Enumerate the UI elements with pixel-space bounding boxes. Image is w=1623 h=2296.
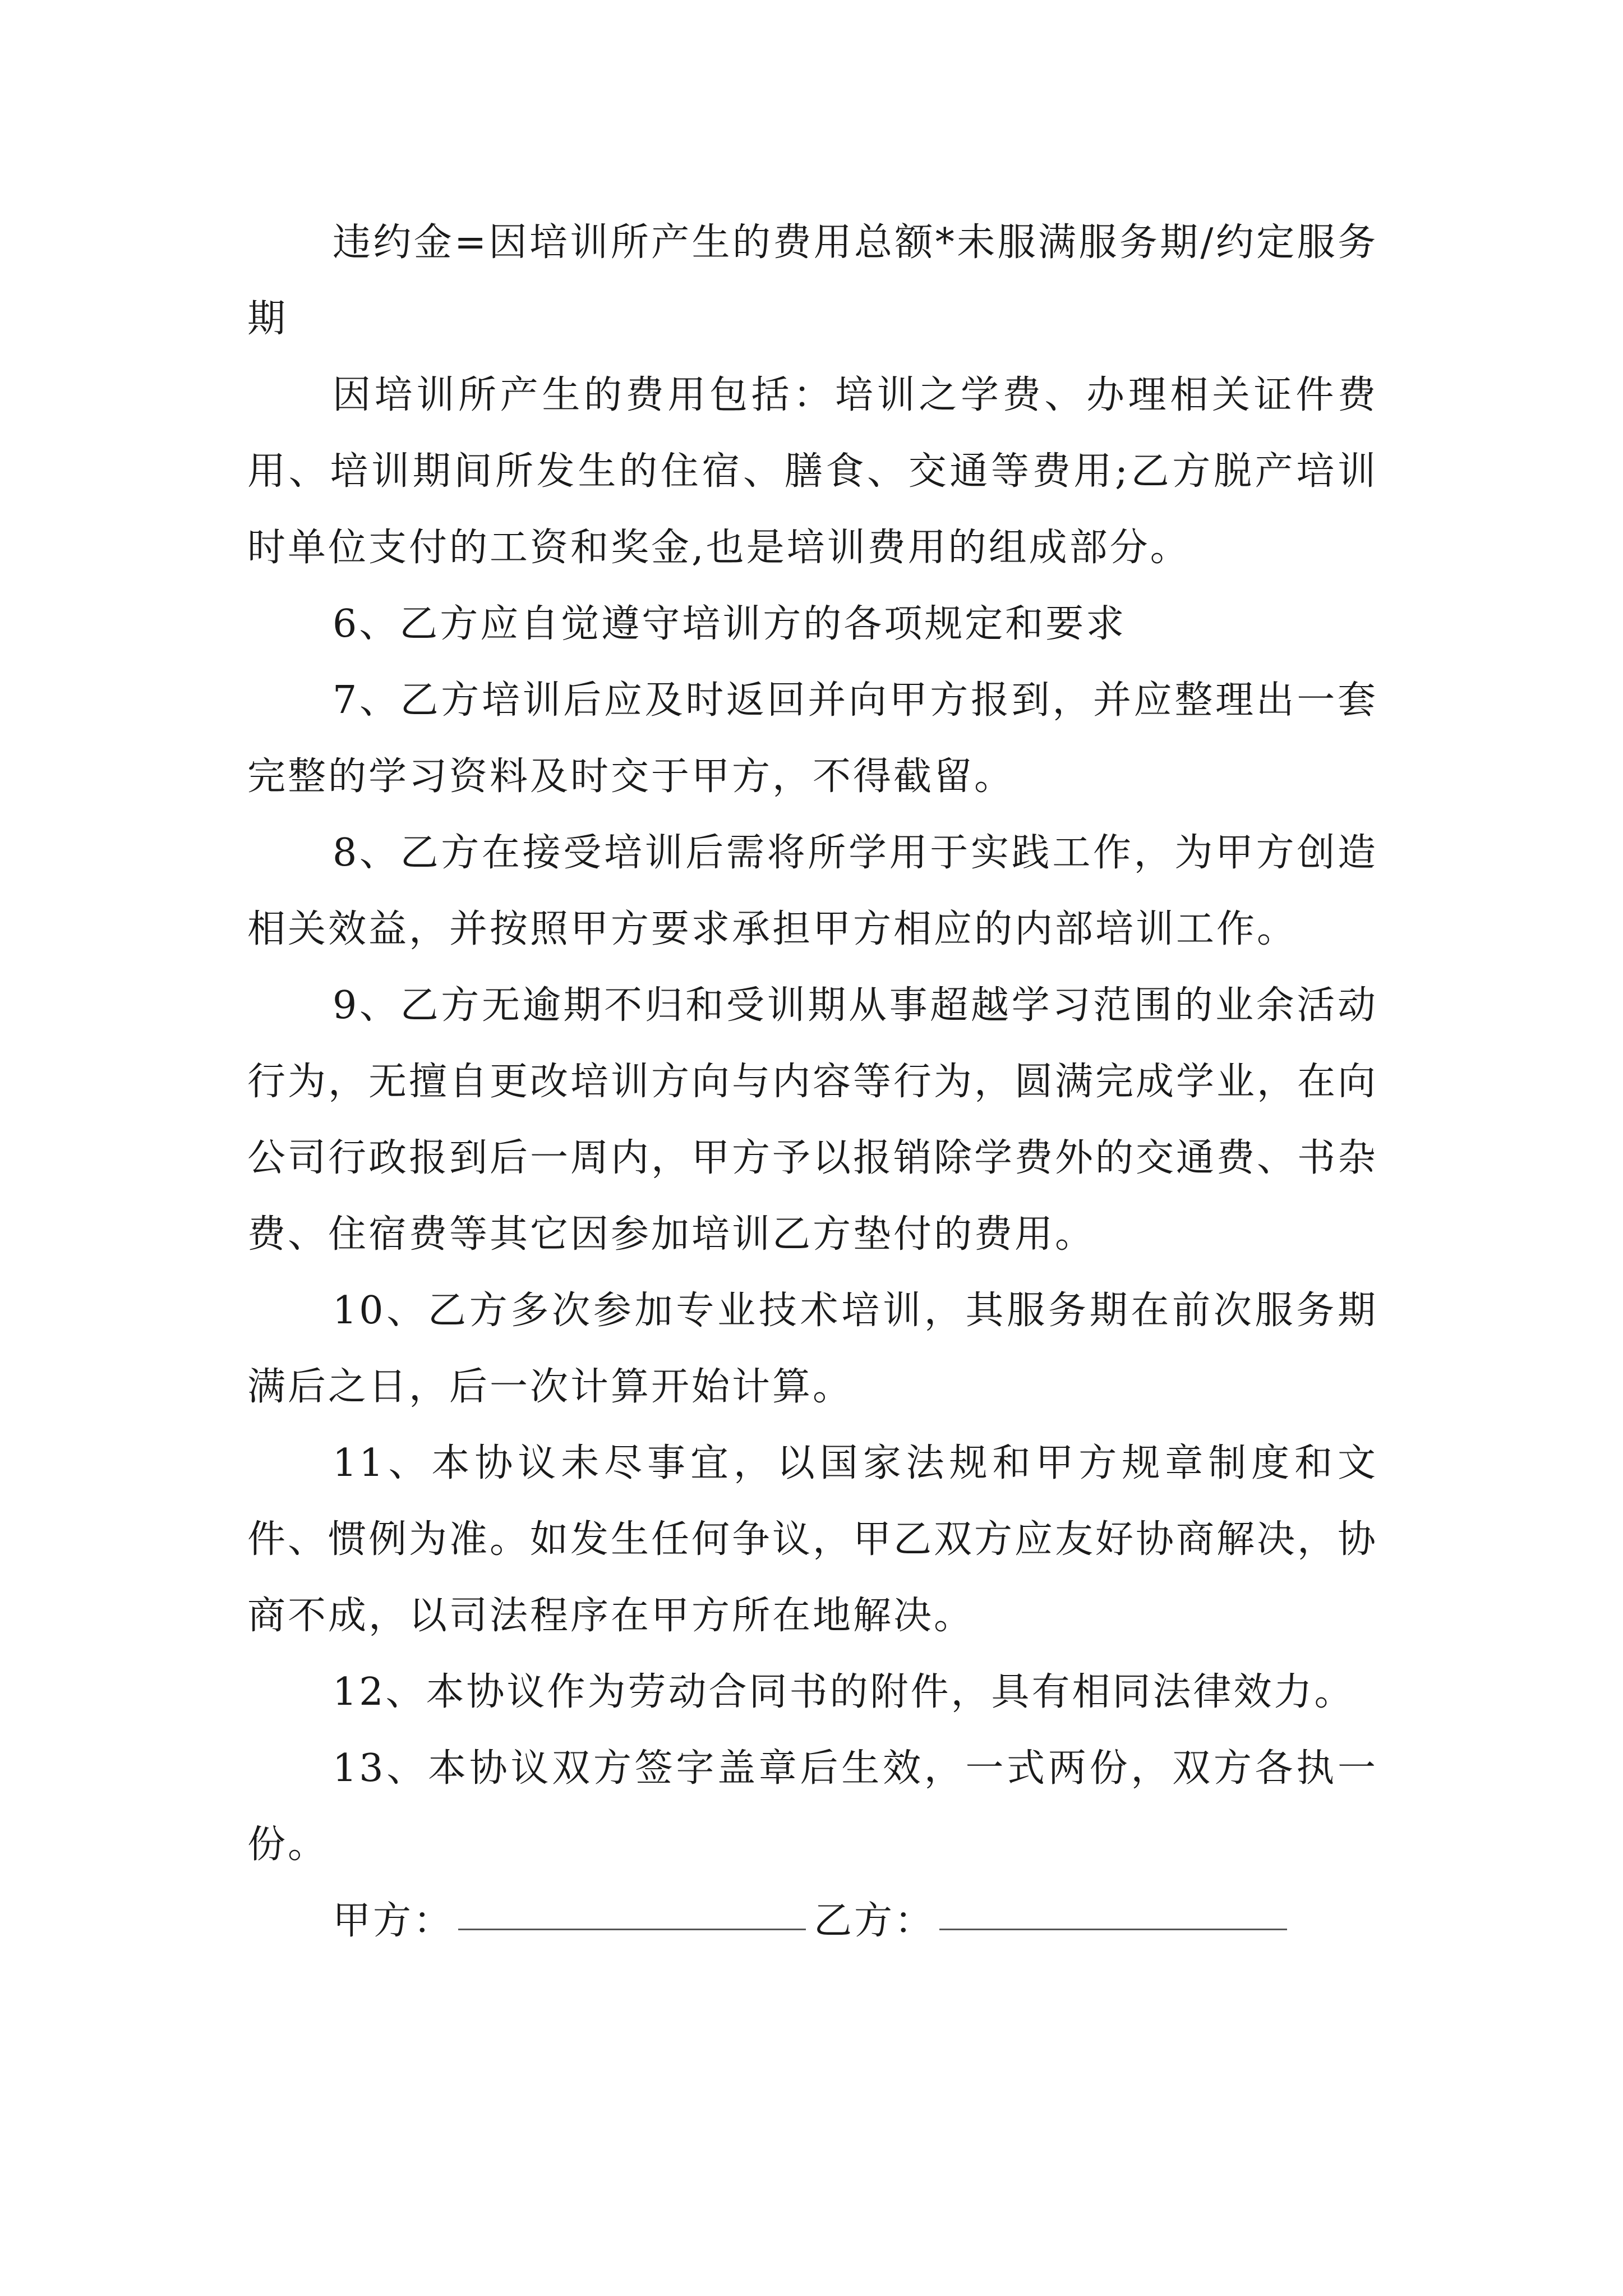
paragraph-clause-7: 7、乙方培训后应及时返回并向甲方报到，并应整理出一套完整的学习资料及时交于甲方，不得截留。	[247, 678, 1378, 799]
paragraph-clause-9: 9、乙方无逾期不归和受训期从事超越学习范围的业余活动行为，无擅自更改培训方向与内容等行为，圆满完成学业，在向公司行政报到后一周内，甲方予以报销除学费外的交通费、书杂费、住宿费等其它因参加培训乙方垫付的费用。	[247, 983, 1378, 1257]
party-b-signature-line	[939, 1895, 1287, 1930]
document-body	[247, 205, 1378, 1959]
paragraph-clause-10: 10、乙方多次参加专业技术培训，其服务期在前次服务期满后之日，后一次计算开始计算。	[247, 1289, 1378, 1409]
paragraph-training-costs: 因培训所产生的费用包括：培训之学费、办理相关证件费用、培训期间所发生的住宿、膳食、交通等费用;乙方脱产培训时单位支付的工资和奖金,也是培训费用的组成部分。	[247, 373, 1378, 570]
paragraph-clause-13: 13、本协议双方签字盖章后生效，一式两份，双方各执一份。	[247, 1746, 1378, 1867]
paragraph-penalty-formula: 违约金=因培训所产生的费用总额*未服满服务期/约定服务期	[247, 220, 1378, 341]
party-a-label: 甲方：	[333, 1899, 454, 1943]
paragraph-clause-8: 8、乙方在接受培训后需将所学用于实践工作，为甲方创造相关效益，并按照甲方要求承担甲方相应的内部培训工作。	[247, 831, 1378, 951]
signature-row	[247, 1883, 1378, 1959]
party-a-signature-line	[458, 1895, 806, 1930]
paragraph-clause-11: 11、本协议未尽事宜，以国家法规和甲方规章制度和文件、惯例为准。如发生任何争议，甲乙双方应友好协商解决，协商不成，以司法程序在甲方所在地解决。	[247, 1441, 1378, 1638]
paragraph-clause-12: 12、本协议作为劳动合同书的附件，具有相同法律效力。	[333, 1670, 1355, 1714]
party-b-label: 乙方：	[814, 1899, 935, 1943]
paragraph-clause-6: 6、乙方应自觉遵守培训方的各项规定和要求	[333, 602, 1127, 646]
